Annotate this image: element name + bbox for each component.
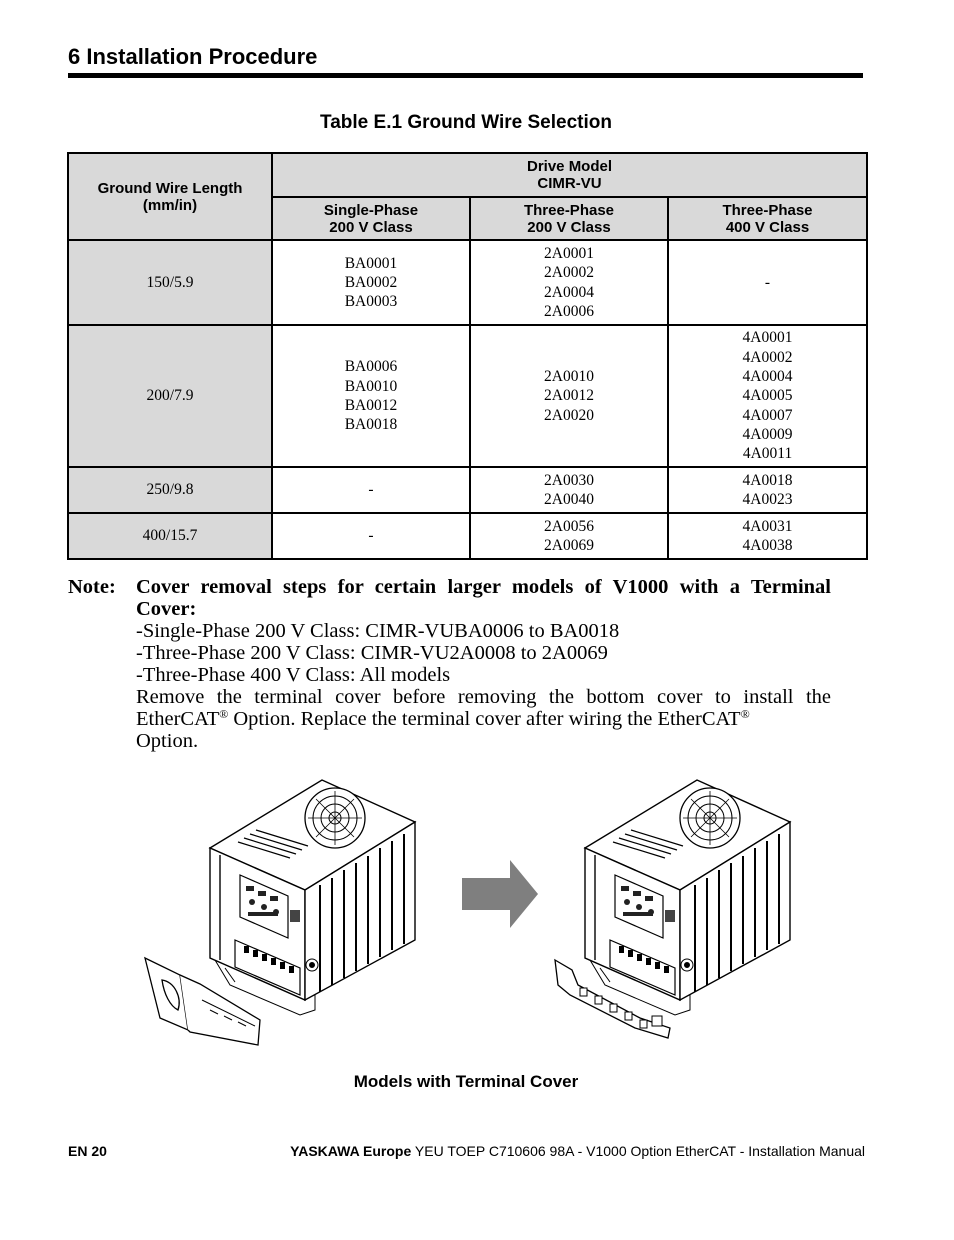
note-heading-cont: Cover: bbox=[136, 598, 197, 620]
footer-doc-title: YEU TOEP C710606 98A - V1000 Option EtherCAT - Installation Manual bbox=[411, 1143, 865, 1159]
model-code: 2A0030 bbox=[544, 471, 594, 489]
model-code: 2A0020 bbox=[544, 406, 594, 424]
figure-caption: Models with Terminal Cover bbox=[353, 1072, 579, 1091]
model-code: 4A0031 bbox=[742, 517, 793, 535]
section-rule bbox=[68, 73, 863, 78]
model-code: 4A0009 bbox=[742, 425, 793, 443]
arrow-right-icon bbox=[462, 860, 538, 928]
note-body bbox=[136, 576, 831, 752]
table-row bbox=[68, 240, 867, 325]
model-code: BA0012 bbox=[344, 397, 398, 414]
header-three-phase-400v: Three-Phase 400 V Class bbox=[668, 197, 867, 240]
model-code: - bbox=[368, 481, 374, 499]
model-code: 2A0004 bbox=[544, 283, 594, 301]
note-heading: Cover removal steps for certain larger models of V1000 with a Terminal bbox=[136, 576, 831, 598]
model-code: BA0001 bbox=[344, 254, 398, 272]
model-cell-three-400 bbox=[668, 513, 867, 559]
model-code: 4A0018 bbox=[742, 471, 793, 489]
note-item: -Single-Phase 200 V Class: CIMR-VUBA0006 to BA0018 bbox=[136, 620, 620, 642]
model-code: BA0002 bbox=[344, 273, 398, 291]
model-code: 4A0023 bbox=[742, 491, 793, 508]
model-code: 4A0038 bbox=[742, 537, 793, 554]
drive-with-cover-illustration bbox=[210, 780, 415, 1015]
note-label: Note: bbox=[68, 576, 116, 598]
model-cell-three-400 bbox=[668, 240, 867, 325]
footer-document-info bbox=[290, 1143, 865, 1159]
model-code: BA0010 bbox=[344, 377, 398, 395]
ground-wire-table bbox=[67, 152, 868, 560]
header-three-phase-200v: Three-Phase 200 V Class bbox=[470, 197, 668, 240]
model-cell-three-400 bbox=[668, 325, 867, 467]
note-item: -Three-Phase 400 V Class: All models bbox=[136, 664, 451, 686]
model-code: 2A0012 bbox=[544, 387, 594, 405]
model-code: 2A0006 bbox=[544, 302, 594, 320]
footer-brand: YASKAWA Europe bbox=[290, 1143, 412, 1159]
header-drive-model: Drive Model CIMR-VU bbox=[272, 153, 867, 197]
note-paragraph: Remove the terminal cover before removing the bottom cover to install the EtherCAT® Option. Replace the terminal cover after wiring the EtherCAT® Option. bbox=[136, 686, 831, 752]
model-cell-single-200 bbox=[272, 240, 470, 325]
model-cell-single-200 bbox=[272, 467, 470, 513]
model-code: 4A0004 bbox=[742, 368, 793, 386]
model-cell-three-200 bbox=[470, 325, 668, 467]
model-code: 2A0001 bbox=[544, 244, 594, 262]
model-cell-single-200 bbox=[272, 325, 470, 467]
model-code: 2A0040 bbox=[544, 491, 594, 508]
model-code: 4A0002 bbox=[742, 348, 793, 366]
model-cell-three-200 bbox=[470, 513, 668, 559]
model-code: - bbox=[764, 273, 771, 291]
model-code: BA0003 bbox=[344, 293, 398, 311]
drive-without-cover-illustration bbox=[585, 780, 790, 1015]
table-row bbox=[68, 325, 867, 467]
section-title: 6 Installation Procedure bbox=[68, 44, 318, 69]
table-caption: Table E.1 Ground Wire Selection bbox=[320, 112, 612, 133]
model-cell-three-400 bbox=[668, 467, 867, 513]
model-cell-three-200 bbox=[470, 240, 668, 325]
ground-wire-length-cell: 200/7.9 bbox=[68, 325, 272, 467]
model-code: 2A0069 bbox=[544, 537, 594, 554]
model-code: 4A0011 bbox=[742, 445, 793, 463]
table-row bbox=[68, 513, 867, 559]
model-code: BA0006 bbox=[344, 358, 398, 376]
model-code: 4A0007 bbox=[742, 406, 793, 424]
model-code: 2A0056 bbox=[544, 517, 594, 535]
model-code: 2A0010 bbox=[544, 368, 594, 386]
ground-wire-length-cell: 150/5.9 bbox=[68, 240, 272, 325]
terminal-cover-figure bbox=[140, 770, 800, 1070]
table-row bbox=[68, 467, 867, 513]
model-code: 4A0001 bbox=[742, 329, 793, 347]
model-code: BA0018 bbox=[344, 416, 398, 434]
model-cell-three-200 bbox=[470, 467, 668, 513]
header-ground-wire-length: Ground Wire Length (mm/in) bbox=[68, 153, 272, 240]
footer-page-number: EN 20 bbox=[68, 1143, 107, 1159]
header-single-phase-200v: Single-Phase 200 V Class bbox=[272, 197, 470, 240]
ground-wire-length-cell: 250/9.8 bbox=[68, 467, 272, 513]
model-code: - bbox=[368, 527, 374, 545]
model-cell-single-200 bbox=[272, 513, 470, 559]
ground-wire-length-cell: 400/15.7 bbox=[68, 513, 272, 559]
model-code: 2A0002 bbox=[544, 264, 594, 282]
note-item: -Three-Phase 200 V Class: CIMR-VU2A0008 to 2A0069 bbox=[136, 642, 608, 664]
model-code: 4A0005 bbox=[742, 387, 793, 405]
